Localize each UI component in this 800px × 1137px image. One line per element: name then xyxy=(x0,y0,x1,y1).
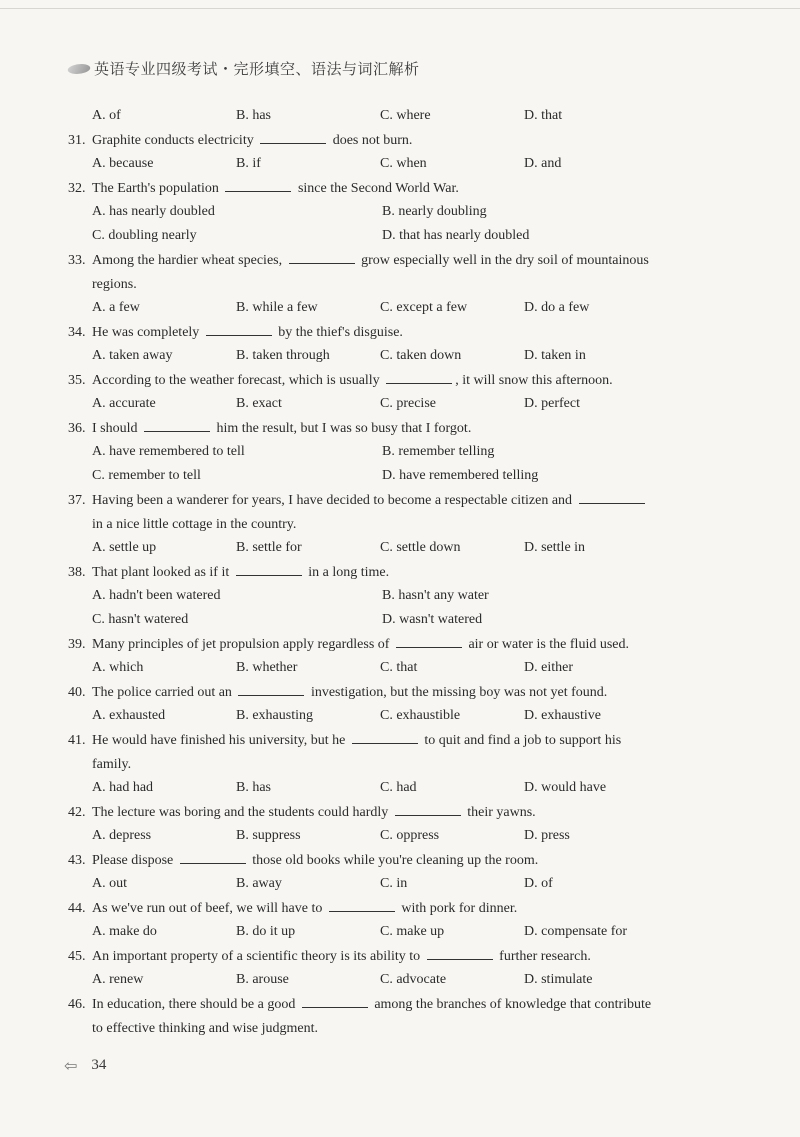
question-stem xyxy=(68,490,740,512)
option-d: D. of xyxy=(524,876,553,891)
question-text-end: , it will snow this afternoon. xyxy=(455,373,613,388)
option-a: A. because xyxy=(92,156,154,171)
question-stem xyxy=(68,850,740,872)
question-number: 32. xyxy=(68,181,86,196)
answer-blank xyxy=(386,371,452,384)
answer-blank xyxy=(427,947,493,960)
answer-blank xyxy=(236,563,302,576)
question-continuation: to effective thinking and wise judgment. xyxy=(92,1021,319,1036)
option-b: B. if xyxy=(236,156,261,171)
question-stem xyxy=(68,730,740,752)
question-text-end: further research. xyxy=(495,949,591,964)
option-c: C. that xyxy=(380,660,418,675)
options-row xyxy=(68,872,740,896)
option-b: B. suppress xyxy=(236,828,301,843)
question-text-end: by the thief's disguise. xyxy=(274,325,403,340)
option-a: A. which xyxy=(92,660,144,675)
question-text-end: their yawns. xyxy=(463,805,536,820)
options-row xyxy=(68,440,740,464)
options-row xyxy=(68,608,740,632)
question-stem xyxy=(68,250,740,272)
question-text-start: He was completely xyxy=(92,325,203,340)
option-d: D. that xyxy=(524,108,563,123)
question-continuation: family. xyxy=(92,757,132,772)
option-c: C. hasn't watered xyxy=(92,612,189,627)
option-a: A. accurate xyxy=(92,396,156,411)
options-row xyxy=(68,200,740,224)
question-stem xyxy=(68,418,740,440)
option-a: A. a few xyxy=(92,300,140,315)
answer-blank xyxy=(579,491,645,504)
option-a: A. out xyxy=(92,876,127,891)
option-c: C. where xyxy=(380,108,431,123)
options-30 xyxy=(68,104,740,128)
question-number: 41. xyxy=(68,733,86,748)
question-text-end: to quit and find a job to support his xyxy=(420,733,622,748)
option-c: C. precise xyxy=(380,396,436,411)
question-number: 40. xyxy=(68,685,86,700)
option-c: C. when xyxy=(380,156,427,171)
option-a: A. depress xyxy=(92,828,152,843)
option-a: A. settle up xyxy=(92,540,157,555)
options-row xyxy=(68,776,740,800)
question-text-end: grow especially well in the dry soil of mountainous xyxy=(357,253,649,268)
option-b: B. while a few xyxy=(236,300,318,315)
options-row xyxy=(68,536,740,560)
options-row xyxy=(68,920,740,944)
question-stem xyxy=(68,682,740,704)
option-a: A. hadn't been watered xyxy=(92,588,221,603)
option-a: A. have remembered to tell xyxy=(92,444,245,459)
answer-blank xyxy=(180,851,246,864)
answer-blank xyxy=(238,683,304,696)
option-a: A. exhausted xyxy=(92,708,166,723)
question-stem xyxy=(68,178,740,200)
options-row xyxy=(68,464,740,488)
question-text-start: The lecture was boring and the students could hardly xyxy=(92,805,392,820)
option-c: C. settle down xyxy=(380,540,461,555)
options-row xyxy=(68,296,740,320)
option-d: D. stimulate xyxy=(524,972,593,987)
question-text-start: Graphite conducts electricity xyxy=(92,133,258,148)
question-text-start: Among the hardier wheat species, xyxy=(92,253,286,268)
option-b: B. exhausting xyxy=(236,708,313,723)
page-footer xyxy=(64,1056,106,1075)
question-text-end: with pork for dinner. xyxy=(397,901,518,916)
options-row xyxy=(68,968,740,992)
option-b: B. settle for xyxy=(236,540,302,555)
question-text-start: Having been a wanderer for years, I have decided to become a respectable citizen and xyxy=(92,493,576,508)
question-stem xyxy=(68,130,740,152)
option-c: C. make up xyxy=(380,924,445,939)
options-row xyxy=(68,656,740,680)
question-stem xyxy=(68,994,740,1016)
question-text-end: investigation, but the missing boy was not yet found. xyxy=(307,685,608,700)
question-stem xyxy=(68,634,740,656)
answer-blank xyxy=(225,179,291,192)
answer-blank xyxy=(395,803,461,816)
question-number: 35. xyxy=(68,373,86,388)
question-number: 43. xyxy=(68,853,86,868)
question-text-start: An important property of a scientific theory is its ability to xyxy=(92,949,424,964)
answer-blank xyxy=(289,251,355,264)
option-a: A. renew xyxy=(92,972,144,987)
answer-blank xyxy=(396,635,462,648)
option-c: C. doubling nearly xyxy=(92,228,197,243)
option-b: B. do it up xyxy=(236,924,296,939)
options-row xyxy=(68,392,740,416)
option-c: C. exhaustible xyxy=(380,708,461,723)
header-title: 英语专业四级考试・完形填空、语法与词汇解析 xyxy=(94,60,420,78)
question-text-end: since the Second World War. xyxy=(294,181,459,196)
option-d: D. either xyxy=(524,660,573,675)
option-d: D. taken in xyxy=(524,348,586,363)
options-row xyxy=(68,704,740,728)
question-number: 31. xyxy=(68,133,86,148)
options-row xyxy=(68,152,740,176)
option-b: B. nearly doubling xyxy=(382,204,487,219)
answer-blank xyxy=(329,899,395,912)
header-swoosh-icon xyxy=(66,64,93,74)
option-a: A. had had xyxy=(92,780,154,795)
option-b: B. whether xyxy=(236,660,298,675)
option-d: D. do a few xyxy=(524,300,590,315)
question-number: 36. xyxy=(68,421,86,436)
question-number: 33. xyxy=(68,253,86,268)
option-d: D. settle in xyxy=(524,540,586,555)
question-text-end: those old books while you're cleaning up the room. xyxy=(248,853,539,868)
option-b: B. has xyxy=(236,780,271,795)
question-number: 38. xyxy=(68,565,86,580)
page-header xyxy=(68,58,420,79)
question-text-start: As we've run out of beef, we will have to xyxy=(92,901,326,916)
question-number: 44. xyxy=(68,901,86,916)
option-b: B. away xyxy=(236,876,282,891)
question-number: 46. xyxy=(68,997,86,1012)
question-text-start: In education, there should be a good xyxy=(92,997,299,1012)
options-row xyxy=(68,344,740,368)
option-d: D. that has nearly doubled xyxy=(382,228,530,243)
question-text-end: him the result, but I was so busy that I forgot. xyxy=(213,421,472,436)
question-stem xyxy=(68,562,740,584)
question-number: 42. xyxy=(68,805,86,820)
option-d: D. press xyxy=(524,828,570,843)
left-arrow-icon: ⇦ xyxy=(64,1056,78,1075)
option-c: C. taken down xyxy=(380,348,462,363)
answer-blank xyxy=(260,131,326,144)
options-row xyxy=(68,224,740,248)
option-d: D. have remembered telling xyxy=(382,468,539,483)
question-text-end: in a long time. xyxy=(304,565,390,580)
question-continuation: regions. xyxy=(92,277,137,292)
question-stem xyxy=(68,322,740,344)
question-stem xyxy=(68,946,740,968)
question-text-start: That plant looked as if it xyxy=(92,565,233,580)
question-text-end: among the branches of knowledge that contribute xyxy=(370,997,652,1012)
question-text-start: According to the weather forecast, which is usually xyxy=(92,373,384,388)
question-list xyxy=(68,104,740,1040)
option-c: C. remember to tell xyxy=(92,468,201,483)
question-text-start: Many principles of jet propulsion apply regardless of xyxy=(92,637,393,652)
option-b: B. taken through xyxy=(236,348,330,363)
question-number: 37. xyxy=(68,493,86,508)
option-b: B. has xyxy=(236,108,271,123)
answer-blank xyxy=(144,419,210,432)
option-c: C. in xyxy=(380,876,408,891)
question-number: 39. xyxy=(68,637,86,652)
question-number: 34. xyxy=(68,325,86,340)
question-text-start: I should xyxy=(92,421,141,436)
question-text-start: He would have finished his university, but he xyxy=(92,733,349,748)
option-c: C. oppress xyxy=(380,828,440,843)
option-a: A. has nearly doubled xyxy=(92,204,215,219)
question-stem xyxy=(68,802,740,824)
answer-blank xyxy=(302,995,368,1008)
option-d: D. wasn't watered xyxy=(382,612,483,627)
question-text-start: The Earth's population xyxy=(92,181,223,196)
question-stem xyxy=(68,370,740,392)
question-text-start: Please dispose xyxy=(92,853,177,868)
option-b: B. exact xyxy=(236,396,282,411)
option-b: B. remember telling xyxy=(382,444,495,459)
top-rule xyxy=(0,8,800,9)
answer-blank xyxy=(352,731,418,744)
answer-blank xyxy=(206,323,272,336)
question-text-end: air or water is the fluid used. xyxy=(464,637,629,652)
option-a: A. make do xyxy=(92,924,157,939)
option-b: B. arouse xyxy=(236,972,289,987)
options-row xyxy=(68,824,740,848)
option-d: D. perfect xyxy=(524,396,580,411)
page-number: 34 xyxy=(91,1057,107,1073)
options-row xyxy=(68,584,740,608)
option-c: C. had xyxy=(380,780,417,795)
option-a: A. of xyxy=(92,108,121,123)
option-c: C. advocate xyxy=(380,972,447,987)
question-text-end: does not burn. xyxy=(329,133,413,148)
option-b: B. hasn't any water xyxy=(382,588,489,603)
question-number: 45. xyxy=(68,949,86,964)
question-text-start: The police carried out an xyxy=(92,685,236,700)
option-d: D. exhaustive xyxy=(524,708,601,723)
option-a: A. taken away xyxy=(92,348,173,363)
question-stem xyxy=(68,898,740,920)
option-d: D. and xyxy=(524,156,562,171)
option-d: D. would have xyxy=(524,780,607,795)
option-d: D. compensate for xyxy=(524,924,628,939)
option-c: C. except a few xyxy=(380,300,468,315)
question-continuation: in a nice little cottage in the country. xyxy=(92,517,297,532)
